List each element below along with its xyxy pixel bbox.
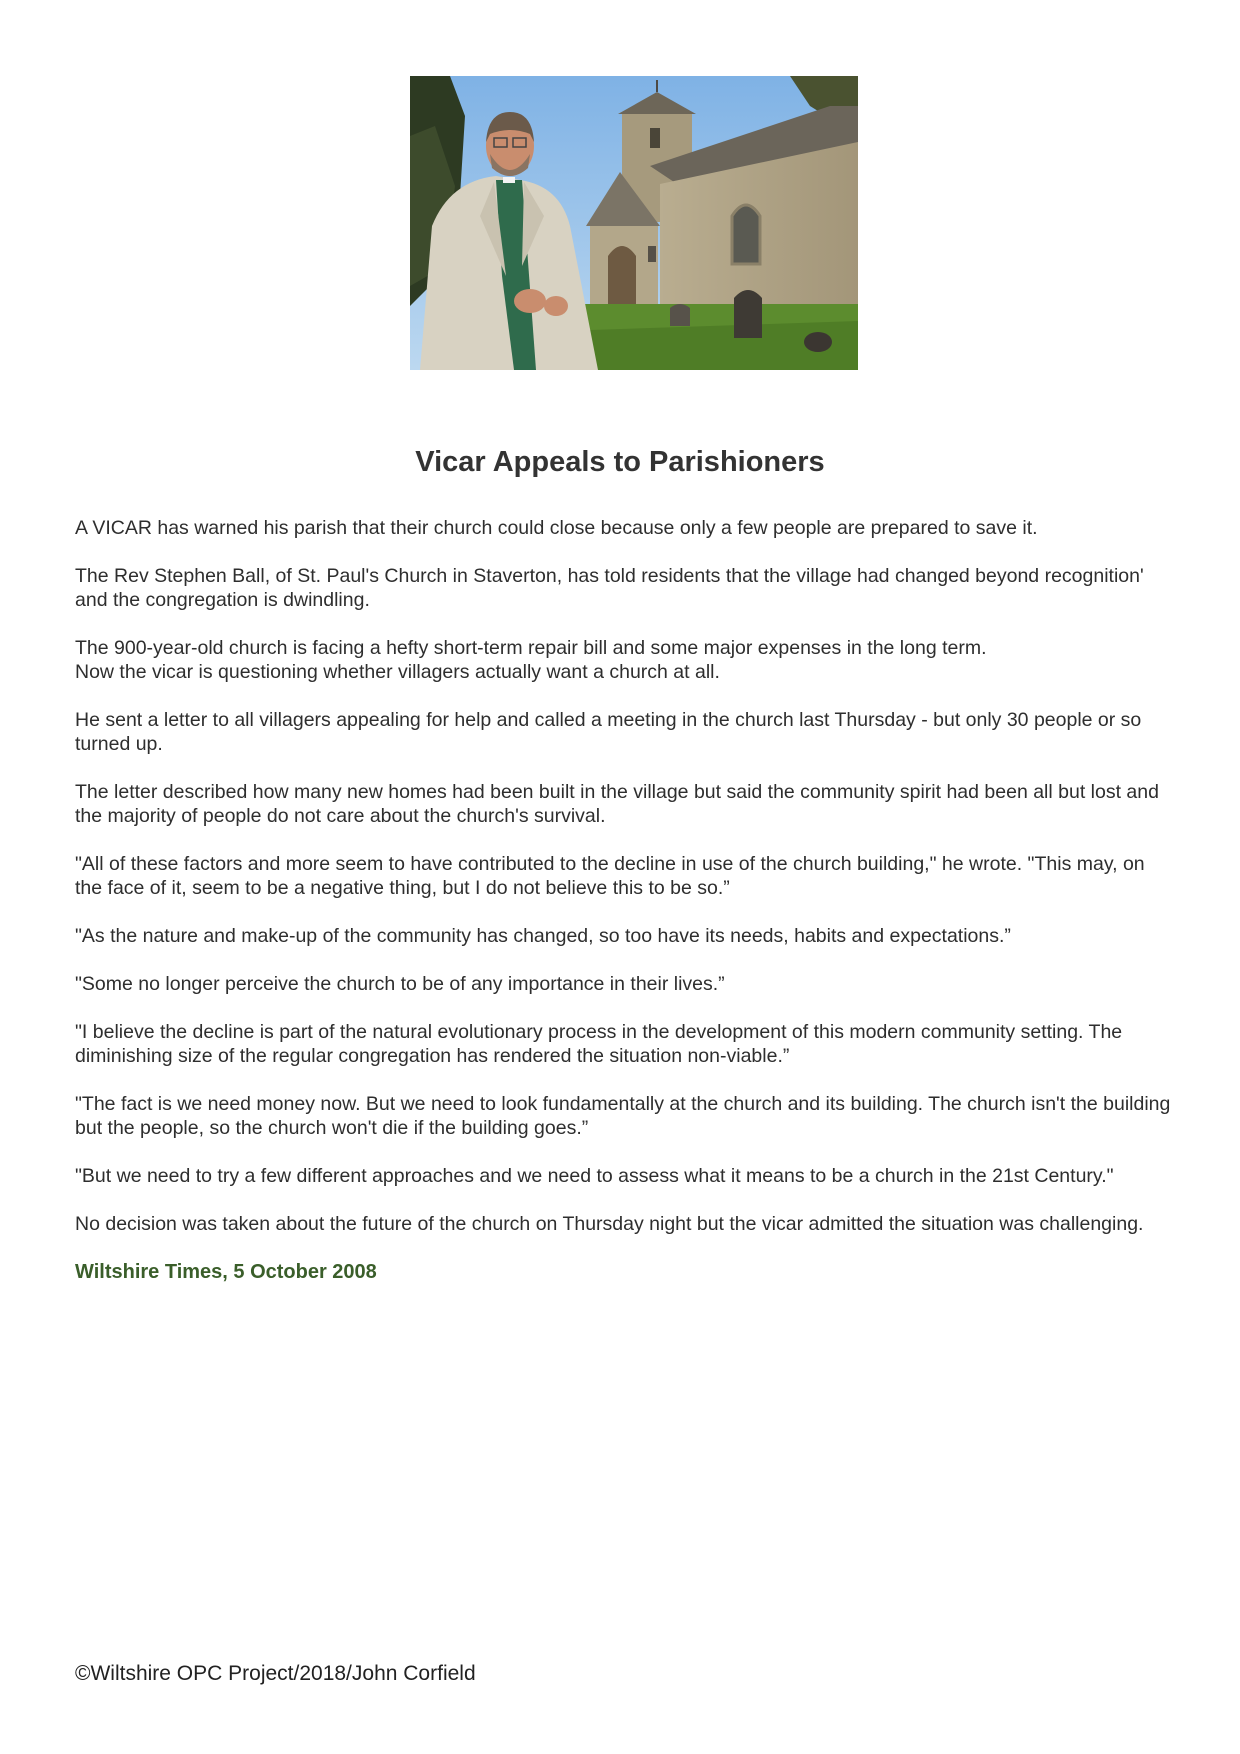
- article-title: Vicar Appeals to Parishioners: [415, 446, 825, 478]
- copyright-footer: ©Wiltshire OPC Project/2018/John Corfield: [75, 1662, 476, 1685]
- vicar-church-photo: [410, 76, 858, 370]
- paragraph: A VICAR has warned his parish that their church could close because only a few people are prepared to save it.: [75, 517, 1038, 539]
- paragraph-line: The 900-year-old church is facing a hefty short-term repair bill and some major expenses in the long term.: [75, 637, 987, 659]
- paragraph: The letter described how many new homes had been built in the village but said the community spirit had been all but lost and the majority of people do not care about the church's survival.: [75, 781, 1159, 827]
- article-source: Wiltshire Times, 5 October 2008: [75, 1261, 377, 1283]
- paragraph: He sent a letter to all villagers appealing for help and called a meeting in the church last Thursday - but only 30 people or so turned up.: [75, 709, 1142, 755]
- vicar-church-photo-icon: [410, 76, 858, 370]
- paragraph: The Rev Stephen Ball, of St. Paul's Church in Staverton, has told residents that the village had changed beyond recognition' and the congregation is dwindling.: [75, 565, 1144, 611]
- paragraph: "As the nature and make-up of the community has changed, so too have its needs, habits and expectations.”: [75, 925, 1011, 947]
- paragraph-line: Now the vicar is questioning whether villagers actually want a church at all.: [75, 661, 720, 683]
- paragraph: "I believe the decline is part of the natural evolutionary process in the development of this modern community setting. The diminishing size of the regular congregation has rendered the situation non-viable.”: [75, 1021, 1123, 1067]
- paragraph: No decision was taken about the future of the church on Thursday night but the vicar admitted the situation was challenging.: [75, 1213, 1144, 1235]
- article-body: [75, 516, 1175, 1308]
- paragraph: "Some no longer perceive the church to be of any importance in their lives.”: [75, 973, 725, 995]
- paragraph: "All of these factors and more seem to have contributed to the decline in use of the church building," he wrote. "This may, on the face of it, seem to be a negative thing, but I do not believe this to be so.”: [75, 853, 1145, 899]
- paragraph: "But we need to try a few different approaches and we need to assess what it means to be a church in the 21st Century.": [75, 1165, 1114, 1187]
- paragraph-group: [75, 636, 1175, 684]
- paragraph: "The fact is we need money now. But we need to look fundamentally at the church and its building. The church isn't the building but the people, so the church won't die if the building goes.”: [75, 1093, 1171, 1139]
